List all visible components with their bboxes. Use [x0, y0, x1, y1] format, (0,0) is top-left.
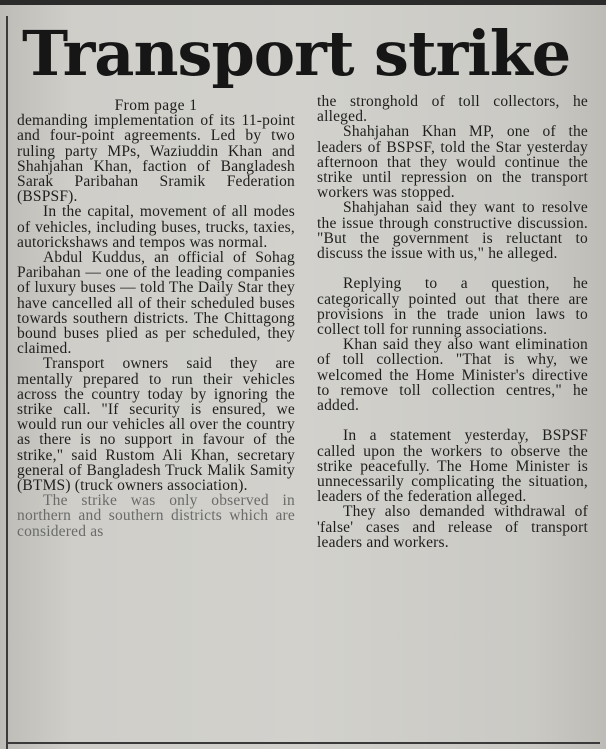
article-paragraph: Shahjahan said they want to resolve the issue through constructive discussion. "But the government is reluctant to discuss the issue with us," he alleged. — [317, 199, 588, 263]
paragraph-gap — [317, 413, 588, 428]
article-paragraph: Shahjahan Khan MP, one of the leaders of BSPSF, told the Star yesterday afternoon that they would continue the strike until repression on the transport workers was stopped. — [317, 123, 588, 202]
article-paragraph: Khan said they also want elimination of toll collection. "That is why, we welcomed the Home Minister's directive to remove toll collection centres," he added. — [317, 336, 588, 415]
article-paragraph: Replying to a question, he categorically pointed out that there are provisions in the trade union laws to collect toll for running associations. — [317, 275, 588, 339]
article-paragraph: In a statement yesterday, BSPSF called upon the workers to observe the strike peacefully. The Home Minister is unnecessarily complicating the situation, leaders of the federation alleged. — [317, 427, 588, 506]
right-column — [317, 94, 588, 740]
headline: Transport strike — [22, 17, 571, 90]
article-paragraph: In the capital, movement of all modes of vehicles, including buses, trucks, taxies, autorickshaws and tempos was normal. — [17, 203, 295, 251]
paragraph-gap — [317, 261, 588, 276]
article-paragraph: They also demanded withdrawal of 'false' cases and release of transport leaders and workers. — [317, 503, 588, 551]
article-paragraph: Transport owners said they are mentally prepared to run their vehicles across the country today by ignoring the strike call. "If security is ensured, we would run our vehicles all over the country as there is no support in favour of the strike," said Rustom Ali Khan, secretary general of Bangladesh Truck Malik Samity (BTMS) (truck owners association). — [17, 355, 295, 495]
jump-line: From page 1 — [114, 97, 198, 114]
article-paragraph: demanding implementation of its 11-point and four-point agreements. Led by two ruling party MPs, Waziuddin Khan and Shahjahan Khan, faction of Bangladesh Sarak Paribahan Sramik Federation (BSPSF). — [17, 112, 295, 206]
left-column — [17, 94, 295, 740]
top-rule — [0, 0, 606, 5]
article-paragraph: the stronghold of toll collectors, he alleged. — [317, 94, 588, 126]
article-paragraph: The strike was only observed in northern and southern districts which are considered as — [17, 492, 295, 540]
bottom-rule — [6, 742, 600, 744]
left-column-rule — [6, 16, 8, 749]
article-paragraph: Abdul Kuddus, an official of Sohag Paribahan — one of the leading companies of luxury buses — told The Daily Star they have cancelled all of their scheduled buses towards southern districts. The Chittagong bound buses plied as per scheduled, they claimed. — [17, 249, 295, 358]
